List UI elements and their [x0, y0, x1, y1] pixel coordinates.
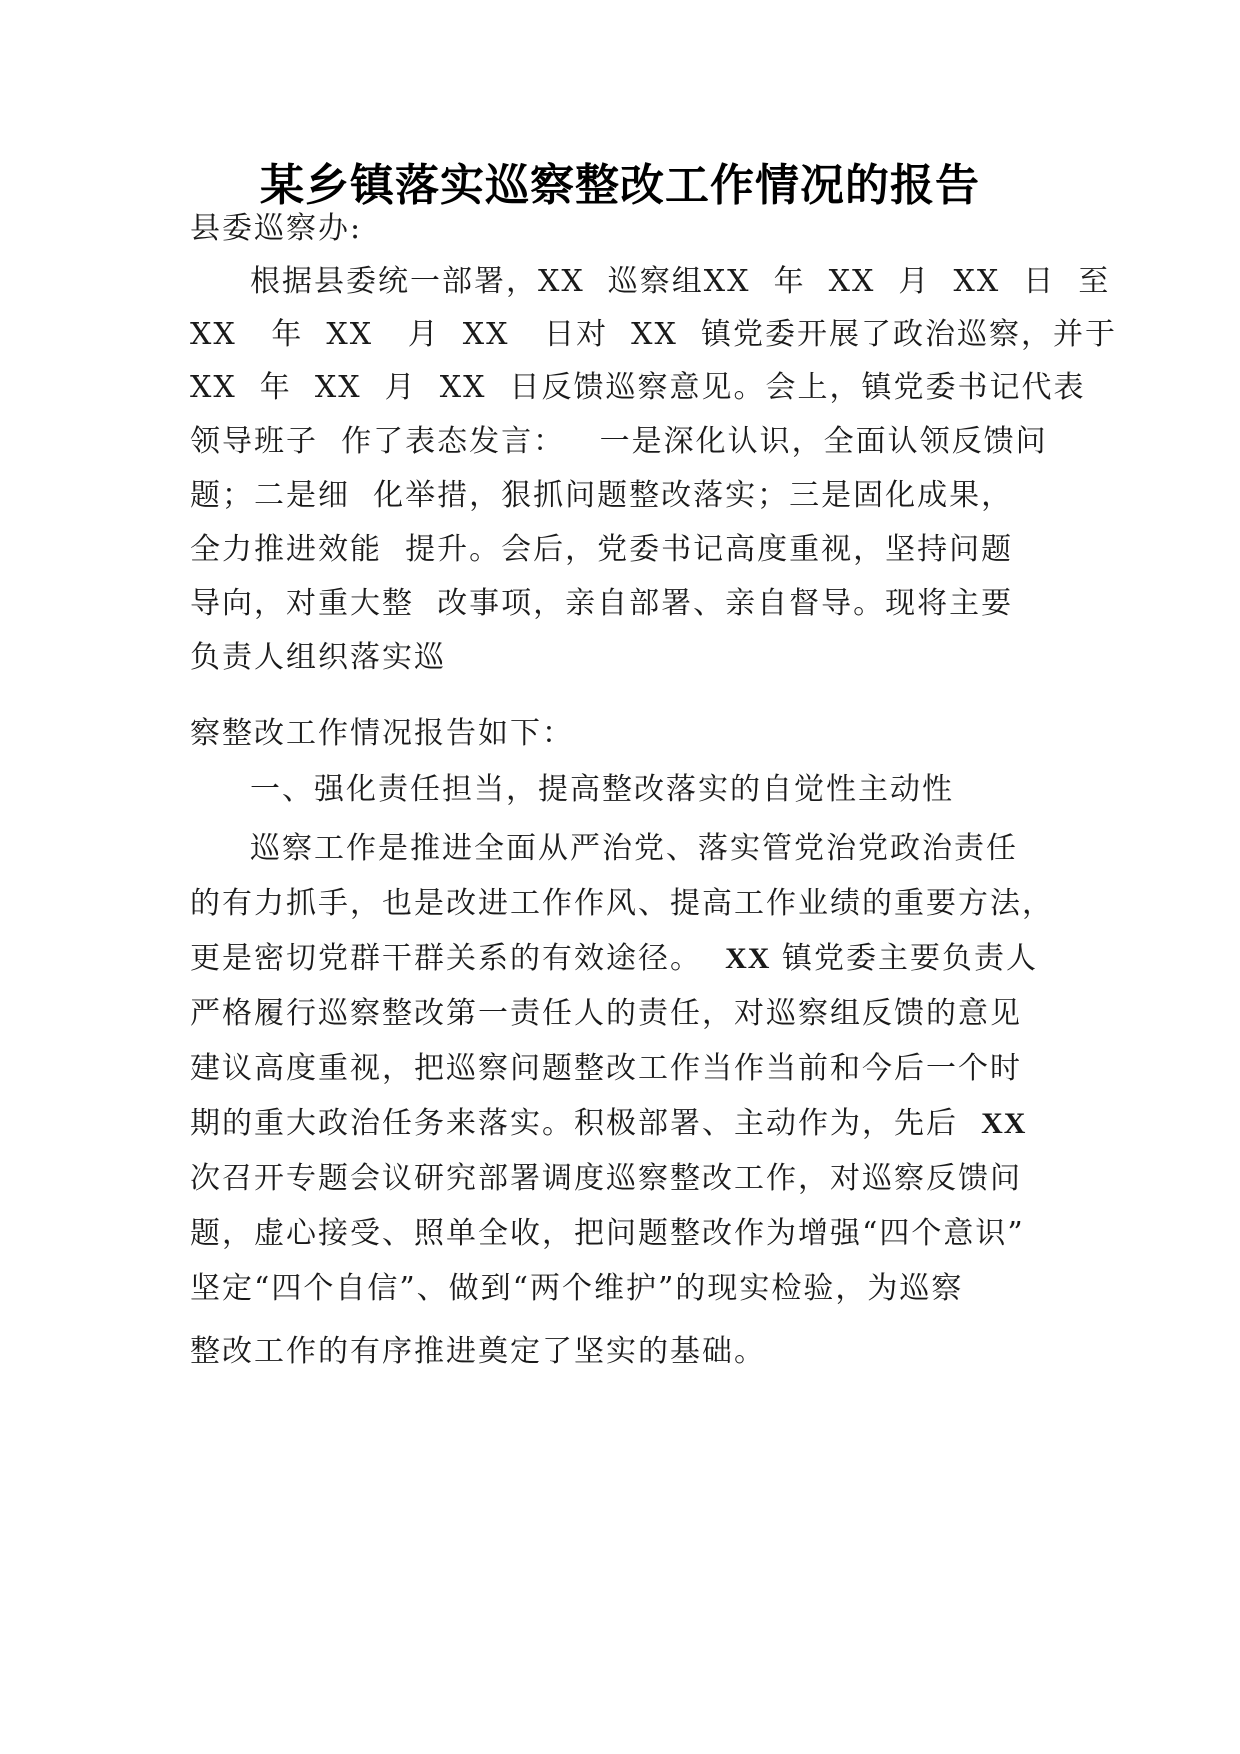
paragraph2-line-8: 题，虚心接受、照单全收，把问题整改作为增强“四个意识” — [190, 1216, 1025, 1251]
paragraph2-line-9: 坚定“四个自信”、做到“两个维护”的现实检验，为巡察 — [190, 1271, 964, 1306]
paragraph2-line-4: 严格履行巡察整改第一责任人的责任，对巡察组反馈的意见 — [190, 996, 1022, 1031]
paragraph1-continuation: 察整改工作情况报告如下： — [190, 716, 574, 751]
paragraph1-line-3: XX 年 XX 月 XX 日反馈巡察意见。会上，镇党委书记代表 — [190, 370, 1086, 405]
paragraph1-line-8: 负责人组织落实巡 — [190, 640, 446, 675]
paragraph2-line-3 — [190, 937, 1038, 981]
recipient: 县委巡察办: — [190, 211, 363, 246]
paragraph1-line-4: 领导班子 作了表态发言： 一是深化认识，全面认领反馈问 — [190, 424, 1048, 459]
xx-placeholder: XX — [725, 942, 771, 975]
xx-placeholder: XX — [981, 1107, 1027, 1140]
paragraph2-line-3-text: 更是密切党群干群关系的有效途径。 — [190, 941, 702, 976]
paragraph2-line-7: 次召开专题会议研究部署调度巡察整改工作，对巡察反馈问 — [190, 1161, 1022, 1196]
paragraph1-line-1: 根据县委统一部署，XX 巡察组XX 年 XX 月 XX 日 至 — [250, 264, 1111, 299]
paragraph1-line-7: 导向，对重大整 改事项，亲自部署、亲自督导。现将主要 — [190, 586, 1014, 621]
paragraph2-line-6 — [190, 1102, 1026, 1146]
paragraph1-line-2: XX 年 XX 月 XX 日对 XX 镇党委开展了政治巡察，并于 — [190, 317, 1117, 352]
paragraph2-line-2: 的有力抓手，也是改进工作作风、提高工作业绩的重要方法， — [190, 886, 1054, 921]
paragraph2-line-1: 巡察工作是推进全面从严治党、落实管党治党政治责任 — [250, 831, 1018, 866]
section-heading-1: 一、强化责任担当，提高整改落实的自觉性主动性 — [250, 772, 954, 807]
paragraph1-line-5: 题；二是细 化举措，狠抓问题整改落实；三是固化成果， — [190, 478, 1014, 513]
paragraph2-line-5: 建议高度重视，把巡察问题整改工作当作当前和今后一个时 — [190, 1051, 1022, 1086]
paragraph2-line-6-text: 期的重大政治任务来落实。积极部署、主动作为，先后 — [190, 1106, 958, 1141]
paragraph2-line-3-rest: 镇党委主要负责人 — [781, 941, 1038, 976]
paragraph2-line-10: 整改工作的有序推进奠定了坚实的基础。 — [190, 1334, 766, 1369]
document-title: 某乡镇落实巡察整改工作情况的报告 — [260, 160, 980, 211]
paragraph1-line-6: 全力推进效能 提升。会后，党委书记高度重视，坚持问题 — [190, 532, 1014, 567]
